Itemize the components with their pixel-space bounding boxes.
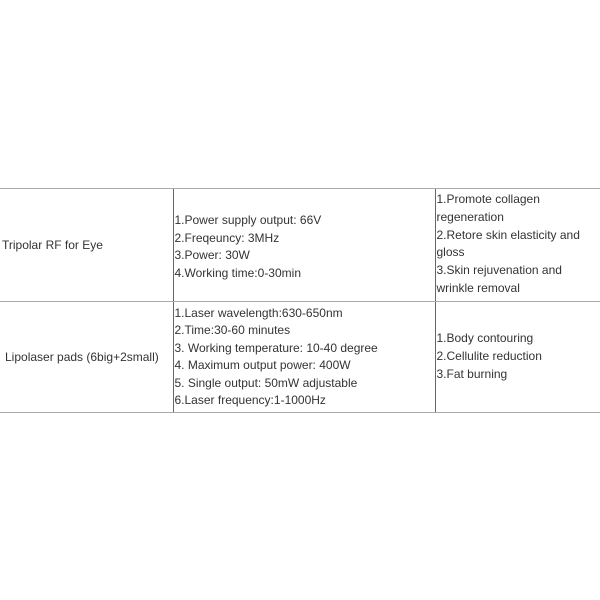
effect-item: 2.Retore skin elasticity and gloss [436, 227, 580, 260]
table-row [0, 189, 600, 302]
parameter-list [173, 189, 435, 302]
effect-item: 3.Skin rejuvenation and wrinkle removal [436, 263, 562, 295]
effect-list [435, 189, 600, 302]
parameter-item: 6.Laser frequency:1-1000Hz [174, 393, 326, 407]
parameter-item: 1.Power supply output: 66V [174, 213, 322, 227]
parameter-item: 4.Working time:0-30min [174, 265, 301, 280]
module-name: Lipolaser pads (6big+2small) [0, 302, 173, 413]
spec-table [0, 188, 600, 413]
parameter-item: 3.Power: 30W [174, 248, 250, 262]
effect-item: 1.Body contouring [436, 331, 534, 346]
parameter-item: 5. Single output: 50mW adjustable [174, 375, 358, 390]
effect-item: 2.Cellulite reduction [436, 349, 542, 364]
module-name: Tripolar RF for Eye [0, 189, 173, 302]
parameter-item: 2.Time:30-60 minutes [174, 323, 291, 337]
effect-item: 1.Promote collagen regeneration [436, 192, 540, 224]
table-row [0, 302, 600, 413]
effect-item: 3.Fat burning [436, 366, 508, 381]
parameter-item: 1.Laser wavelength:630-650nm [174, 305, 343, 320]
parameter-list [173, 302, 435, 413]
parameter-item: 4. Maximum output power: 400W [174, 358, 351, 372]
parameter-item: 3. Working temperature: 10-40 degree [174, 340, 378, 355]
parameter-item: 2.Freqeuncy: 3MHz [174, 230, 280, 245]
effect-list [435, 302, 600, 413]
